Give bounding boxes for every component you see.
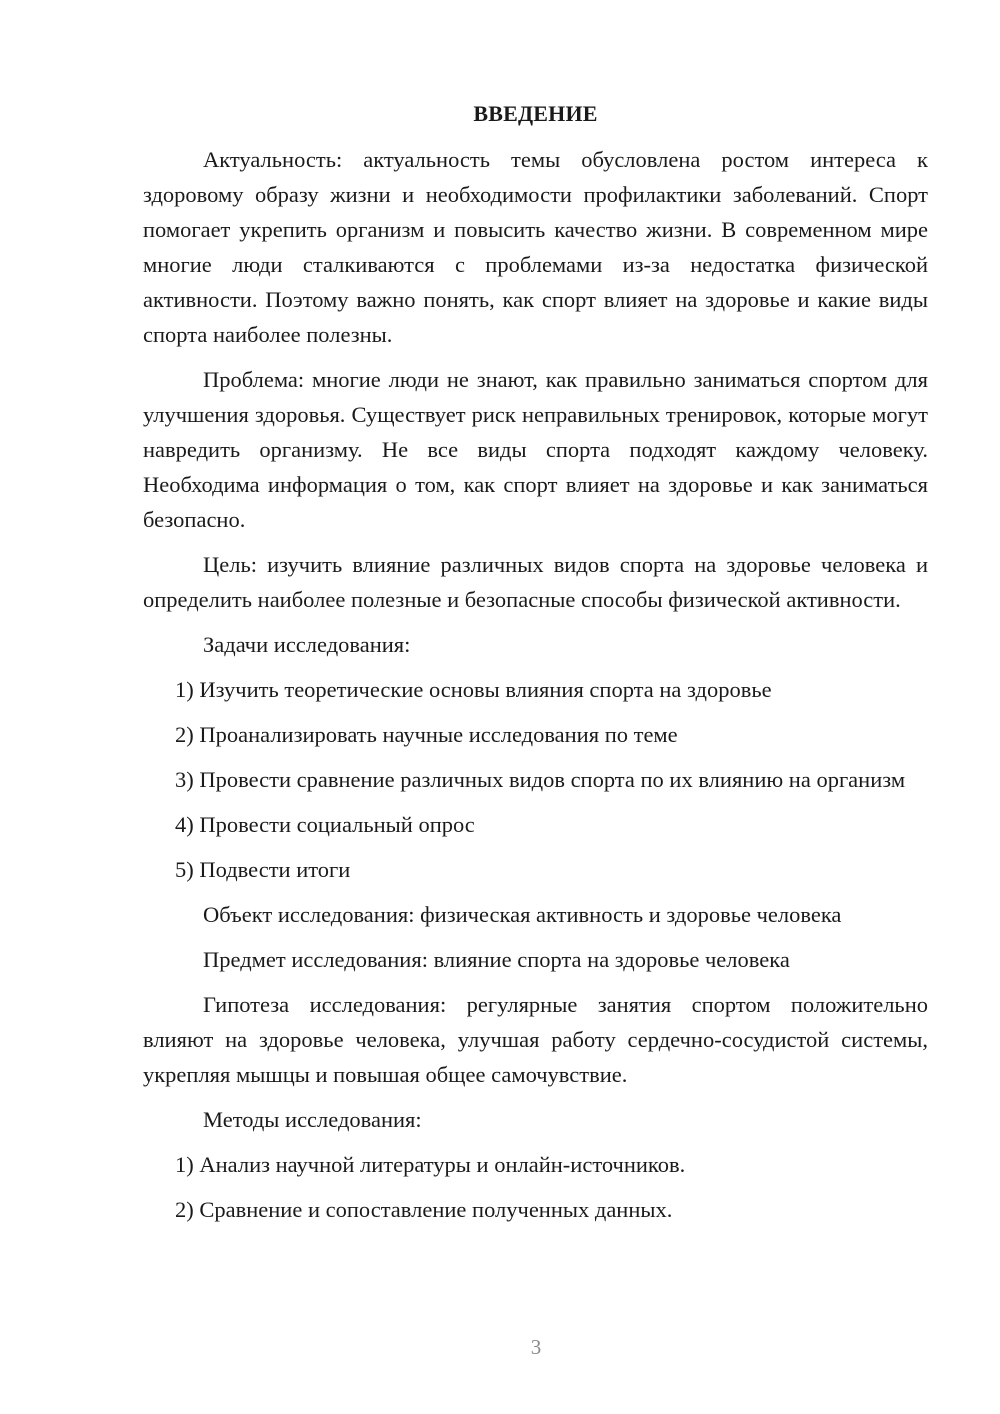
tasks-heading: Задачи исследования: <box>203 632 411 657</box>
task-item: 3) Провести сравнение различных видов спорта по их влиянию на организм <box>175 767 906 792</box>
task-item: 1) Изучить теоретические основы влияния спорта на здоровье <box>175 677 772 702</box>
hypothesis-paragraph: Гипотеза исследования: регулярные занятия спортом положительно влияют на здоровье человека, улучшая работу сердечно-сосудистой системы, укрепляя мышцы и повышая общее самочувствие. <box>143 992 928 1087</box>
research-subject: Предмет исследования: влияние спорта на здоровье человека <box>203 947 790 972</box>
method-item: 1) Анализ научной литературы и онлайн-источников. <box>175 1152 686 1177</box>
problem-paragraph: Проблема: многие люди не знают, как правильно заниматься спортом для улучшения здоровья. Существует риск неправильных тренировок, которые могут навредить организму. Не все виды спорта подходят каждому человеку. Необходима информация о том, как спорт влияет на здоровье и как заниматься безопасно. <box>143 367 928 532</box>
task-item: 4) Провести социальный опрос <box>175 812 475 837</box>
research-object: Объект исследования: физическая активность и здоровье человека <box>203 902 842 927</box>
methods-heading: Методы исследования: <box>203 1107 422 1132</box>
page-number: 3 <box>530 1335 542 1359</box>
method-item: 2) Сравнение и сопоставление полученных данных. <box>175 1197 673 1222</box>
task-item: 2) Проанализировать научные исследования по теме <box>175 722 678 747</box>
relevance-paragraph: Актуальность: актуальность темы обусловлена ростом интереса к здоровому образу жизни и необходимости профилактики заболеваний. Спорт помогает укрепить организм и повысить качество жизни. В современном мире многие люди сталкиваются с проблемами из-за недостатка физической активности. Поэтому важно понять, как спорт влияет на здоровье и какие виды спорта наиболее полезны. <box>143 147 928 347</box>
document-page <box>143 96 928 1237</box>
task-item: 5) Подвести итоги <box>175 857 351 882</box>
section-title: ВВЕДЕНИЕ <box>473 101 598 126</box>
goal-paragraph: Цель: изучить влияние различных видов спорта на здоровье человека и определить наиболее полезные и безопасные способы физической активности. <box>143 552 928 612</box>
